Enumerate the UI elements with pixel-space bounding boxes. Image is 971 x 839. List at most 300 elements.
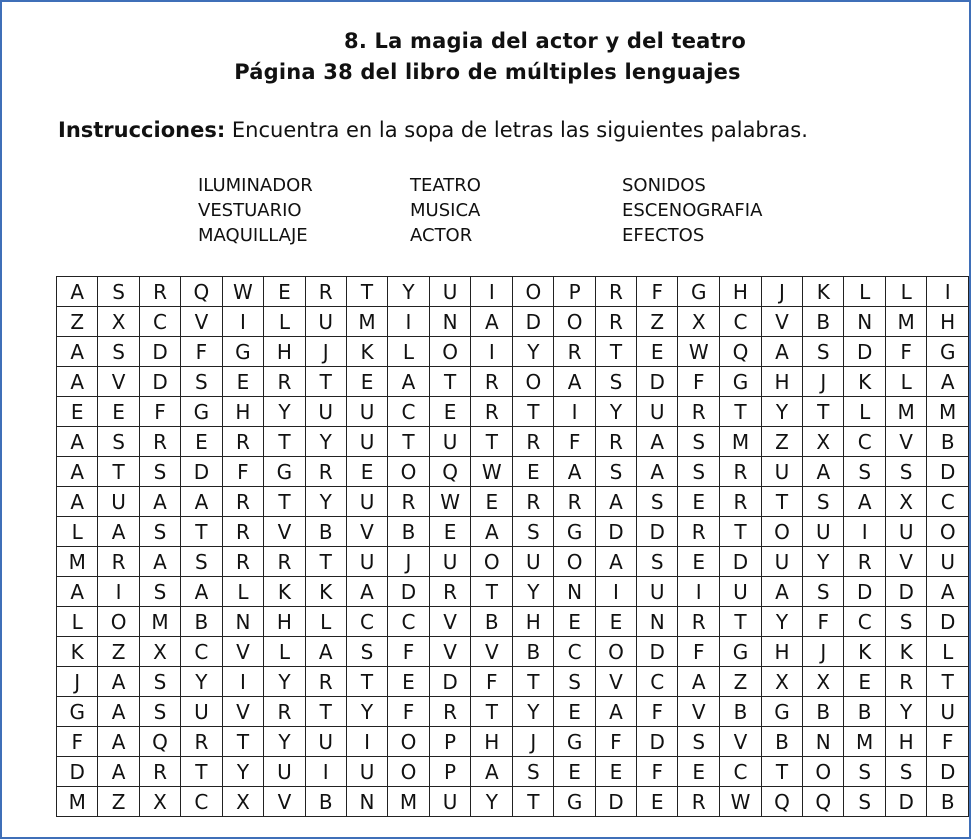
grid-cell[interactable]: T [264,487,305,517]
grid-cell[interactable]: A [471,307,513,337]
grid-cell[interactable]: E [595,607,636,637]
grid-cell[interactable]: H [222,397,264,427]
grid-cell[interactable]: E [471,487,513,517]
grid-cell[interactable]: I [222,667,264,697]
grid-cell[interactable]: M [927,397,969,427]
grid-cell[interactable]: D [844,337,885,367]
grid-cell[interactable]: O [595,637,636,667]
grid-cell[interactable]: H [720,277,762,307]
grid-cell[interactable]: T [803,397,844,427]
grid-cell[interactable]: L [305,607,346,637]
grid-cell[interactable]: C [139,307,180,337]
grid-cell[interactable]: X [885,487,926,517]
grid-cell[interactable]: C [927,487,969,517]
grid-cell[interactable]: R [139,277,180,307]
grid-cell[interactable]: M [720,427,762,457]
grid-cell[interactable]: B [720,697,762,727]
grid-cell[interactable]: E [429,517,471,547]
grid-cell[interactable]: S [98,427,139,457]
grid-cell[interactable]: U [513,547,554,577]
grid-cell[interactable]: V [346,517,387,547]
grid-cell[interactable]: E [637,787,678,817]
grid-cell[interactable]: Z [637,307,678,337]
grid-cell[interactable]: O [554,547,595,577]
grid-cell[interactable]: E [346,457,387,487]
grid-cell[interactable]: G [181,397,222,427]
grid-cell[interactable]: L [844,277,885,307]
grid-cell[interactable]: W [720,787,762,817]
grid-cell[interactable]: A [305,637,346,667]
grid-cell[interactable]: H [761,367,802,397]
grid-cell[interactable]: J [57,667,98,697]
grid-cell[interactable]: W [429,487,471,517]
grid-cell[interactable]: B [181,607,222,637]
grid-cell[interactable]: U [305,397,346,427]
grid-cell[interactable]: O [429,337,471,367]
grid-cell[interactable]: T [513,787,554,817]
grid-cell[interactable]: R [513,487,554,517]
grid-cell[interactable]: U [429,427,471,457]
grid-cell[interactable]: V [595,667,636,697]
grid-cell[interactable]: Y [388,277,429,307]
grid-cell[interactable]: T [927,667,969,697]
grid-cell[interactable]: U [346,487,387,517]
grid-cell[interactable]: Y [264,727,305,757]
grid-cell[interactable]: U [181,697,222,727]
grid-cell[interactable]: F [678,637,720,667]
grid-cell[interactable]: S [139,667,180,697]
grid-cell[interactable]: B [471,607,513,637]
grid-cell[interactable]: G [222,337,264,367]
grid-cell[interactable]: S [181,367,222,397]
grid-cell[interactable]: R [264,367,305,397]
grid-cell[interactable]: J [761,277,802,307]
grid-cell[interactable]: S [637,547,678,577]
grid-cell[interactable]: R [222,487,264,517]
grid-cell[interactable]: N [844,307,885,337]
grid-cell[interactable]: M [885,307,926,337]
grid-cell[interactable]: X [98,307,139,337]
grid-cell[interactable]: I [346,727,387,757]
grid-cell[interactable]: R [305,667,346,697]
grid-cell[interactable]: F [637,757,678,787]
grid-cell[interactable]: F [885,337,926,367]
grid-cell[interactable]: R [388,487,429,517]
grid-cell[interactable]: U [346,397,387,427]
grid-cell[interactable]: K [885,637,926,667]
grid-cell[interactable]: O [388,457,429,487]
grid-cell[interactable]: G [678,277,720,307]
grid-cell[interactable]: N [554,577,595,607]
grid-cell[interactable]: G [554,727,595,757]
grid-cell[interactable]: E [554,757,595,787]
grid-cell[interactable]: C [720,757,762,787]
grid-cell[interactable]: S [803,487,844,517]
grid-cell[interactable]: S [595,367,636,397]
grid-cell[interactable]: Q [803,787,844,817]
grid-cell[interactable]: X [803,427,844,457]
grid-cell[interactable]: K [264,577,305,607]
grid-cell[interactable]: R [595,307,636,337]
grid-cell[interactable]: R [554,337,595,367]
grid-cell[interactable]: M [885,397,926,427]
grid-cell[interactable]: Z [720,667,762,697]
grid-cell[interactable]: R [429,577,471,607]
grid-cell[interactable]: T [471,577,513,607]
grid-cell[interactable]: H [471,727,513,757]
grid-cell[interactable]: T [305,697,346,727]
grid-cell[interactable]: E [554,607,595,637]
grid-cell[interactable]: S [803,577,844,607]
grid-cell[interactable]: E [554,697,595,727]
grid-cell[interactable]: R [305,277,346,307]
grid-cell[interactable]: R [139,427,180,457]
grid-cell[interactable]: R [305,457,346,487]
grid-cell[interactable]: N [222,607,264,637]
grid-cell[interactable]: N [803,727,844,757]
grid-cell[interactable]: A [181,577,222,607]
grid-cell[interactable]: C [844,427,885,457]
grid-cell[interactable]: G [264,457,305,487]
grid-cell[interactable]: S [181,547,222,577]
grid-cell[interactable]: A [57,337,98,367]
grid-cell[interactable]: A [595,697,636,727]
grid-cell[interactable]: K [844,637,885,667]
grid-cell[interactable]: A [98,517,139,547]
grid-cell[interactable]: Y [885,697,926,727]
grid-cell[interactable]: L [927,637,969,667]
grid-cell[interactable]: U [429,547,471,577]
grid-cell[interactable]: Y [803,547,844,577]
grid-cell[interactable]: R [678,787,720,817]
grid-cell[interactable]: R [678,607,720,637]
grid-cell[interactable]: E [595,757,636,787]
grid-cell[interactable]: F [554,427,595,457]
grid-cell[interactable]: V [264,517,305,547]
grid-cell[interactable]: A [803,457,844,487]
grid-cell[interactable]: D [637,517,678,547]
grid-cell[interactable]: M [844,727,885,757]
grid-cell[interactable]: T [720,397,762,427]
grid-cell[interactable]: B [761,727,802,757]
grid-cell[interactable]: U [761,457,802,487]
grid-cell[interactable]: T [181,517,222,547]
grid-cell[interactable]: A [471,517,513,547]
grid-cell[interactable]: U [761,547,802,577]
grid-cell[interactable]: S [513,517,554,547]
grid-cell[interactable]: I [678,577,720,607]
grid-cell[interactable]: M [57,787,98,817]
grid-cell[interactable]: T [305,547,346,577]
grid-cell[interactable]: C [554,637,595,667]
grid-cell[interactable]: S [139,697,180,727]
grid-cell[interactable]: R [264,547,305,577]
grid-cell[interactable]: J [305,337,346,367]
grid-cell[interactable]: H [264,337,305,367]
grid-cell[interactable]: G [720,367,762,397]
grid-cell[interactable]: R [429,697,471,727]
grid-cell[interactable]: F [57,727,98,757]
grid-cell[interactable]: T [305,367,346,397]
grid-cell[interactable]: P [429,727,471,757]
grid-cell[interactable]: V [264,787,305,817]
grid-cell[interactable]: T [761,757,802,787]
grid-cell[interactable]: Y [761,397,802,427]
grid-cell[interactable]: R [595,277,636,307]
grid-cell[interactable]: Y [305,487,346,517]
grid-cell[interactable]: Y [513,337,554,367]
grid-cell[interactable]: I [222,307,264,337]
grid-cell[interactable]: R [678,397,720,427]
grid-cell[interactable]: W [471,457,513,487]
grid-cell[interactable]: S [139,517,180,547]
grid-cell[interactable]: E [346,367,387,397]
grid-cell[interactable]: J [513,727,554,757]
grid-cell[interactable]: U [346,427,387,457]
grid-cell[interactable]: F [222,457,264,487]
grid-cell[interactable]: O [388,727,429,757]
grid-cell[interactable]: Q [761,787,802,817]
grid-cell[interactable]: I [98,577,139,607]
grid-cell[interactable]: Y [222,757,264,787]
grid-cell[interactable]: F [471,667,513,697]
grid-cell[interactable]: T [513,667,554,697]
grid-cell[interactable]: V [222,637,264,667]
grid-cell[interactable]: Y [346,697,387,727]
grid-cell[interactable]: A [57,457,98,487]
grid-cell[interactable]: Q [139,727,180,757]
grid-cell[interactable]: U [637,397,678,427]
grid-cell[interactable]: C [346,607,387,637]
grid-cell[interactable]: Y [305,427,346,457]
grid-cell[interactable]: G [720,637,762,667]
grid-cell[interactable]: I [595,577,636,607]
grid-cell[interactable]: D [720,547,762,577]
grid-cell[interactable]: Z [761,427,802,457]
grid-cell[interactable]: A [637,427,678,457]
grid-cell[interactable]: Y [513,697,554,727]
grid-cell[interactable]: U [885,517,926,547]
grid-cell[interactable]: D [513,307,554,337]
grid-cell[interactable]: E [678,487,720,517]
grid-cell[interactable]: U [720,577,762,607]
grid-cell[interactable]: Z [57,307,98,337]
grid-cell[interactable]: A [57,577,98,607]
grid-cell[interactable]: S [98,277,139,307]
grid-cell[interactable]: I [927,277,969,307]
grid-cell[interactable]: P [554,277,595,307]
grid-cell[interactable]: D [139,337,180,367]
grid-cell[interactable]: C [181,637,222,667]
grid-cell[interactable]: X [139,637,180,667]
grid-cell[interactable]: O [471,547,513,577]
grid-cell[interactable]: S [844,787,885,817]
grid-cell[interactable]: C [388,607,429,637]
grid-cell[interactable]: D [885,577,926,607]
grid-cell[interactable]: X [678,307,720,337]
grid-cell[interactable]: F [803,607,844,637]
grid-cell[interactable]: T [222,727,264,757]
grid-cell[interactable]: V [222,697,264,727]
grid-cell[interactable]: B [388,517,429,547]
grid-cell[interactable]: A [98,727,139,757]
grid-cell[interactable]: I [388,307,429,337]
grid-cell[interactable]: B [927,427,969,457]
grid-cell[interactable]: D [595,787,636,817]
grid-cell[interactable]: D [927,457,969,487]
grid-cell[interactable]: D [388,577,429,607]
grid-cell[interactable]: T [264,427,305,457]
grid-cell[interactable]: A [57,427,98,457]
grid-cell[interactable]: Y [264,397,305,427]
grid-cell[interactable]: P [429,757,471,787]
grid-cell[interactable]: T [761,487,802,517]
grid-cell[interactable]: S [803,337,844,367]
grid-cell[interactable]: Y [761,607,802,637]
grid-cell[interactable]: U [346,757,387,787]
grid-cell[interactable]: L [844,397,885,427]
grid-cell[interactable]: U [429,277,471,307]
grid-cell[interactable]: I [471,277,513,307]
grid-cell[interactable]: R [139,757,180,787]
grid-cell[interactable]: S [346,637,387,667]
grid-cell[interactable]: D [595,517,636,547]
grid-cell[interactable]: S [139,457,180,487]
grid-cell[interactable]: U [305,727,346,757]
grid-cell[interactable]: C [637,667,678,697]
grid-cell[interactable]: A [761,577,802,607]
grid-cell[interactable]: S [554,667,595,697]
grid-cell[interactable]: T [513,397,554,427]
grid-cell[interactable]: V [761,307,802,337]
grid-cell[interactable]: S [98,337,139,367]
grid-cell[interactable]: M [139,607,180,637]
grid-cell[interactable]: L [885,277,926,307]
grid-cell[interactable]: J [803,637,844,667]
grid-cell[interactable]: E [98,397,139,427]
grid-cell[interactable]: D [927,607,969,637]
grid-cell[interactable]: S [885,457,926,487]
grid-cell[interactable]: R [264,697,305,727]
grid-cell[interactable]: X [222,787,264,817]
grid-cell[interactable]: T [720,607,762,637]
grid-cell[interactable]: R [222,547,264,577]
grid-cell[interactable]: S [678,427,720,457]
grid-cell[interactable]: T [471,697,513,727]
grid-cell[interactable]: K [803,277,844,307]
grid-cell[interactable]: L [388,337,429,367]
grid-cell[interactable]: S [139,577,180,607]
grid-cell[interactable]: V [720,727,762,757]
grid-cell[interactable]: A [139,487,180,517]
grid-cell[interactable]: E [637,337,678,367]
grid-cell[interactable]: B [844,697,885,727]
grid-cell[interactable]: K [57,637,98,667]
grid-cell[interactable]: D [637,727,678,757]
grid-cell[interactable]: U [637,577,678,607]
grid-cell[interactable]: Y [513,577,554,607]
grid-cell[interactable]: V [471,637,513,667]
grid-cell[interactable]: A [57,487,98,517]
grid-cell[interactable]: D [429,667,471,697]
grid-cell[interactable]: A [927,577,969,607]
grid-cell[interactable]: A [595,547,636,577]
grid-cell[interactable]: R [513,427,554,457]
grid-cell[interactable]: F [595,727,636,757]
grid-cell[interactable]: D [637,367,678,397]
grid-cell[interactable]: E [57,397,98,427]
grid-cell[interactable]: T [346,667,387,697]
grid-cell[interactable]: A [844,487,885,517]
grid-cell[interactable]: F [139,397,180,427]
grid-cell[interactable]: U [98,487,139,517]
grid-cell[interactable]: B [305,517,346,547]
grid-cell[interactable]: J [803,367,844,397]
grid-cell[interactable]: F [678,367,720,397]
grid-cell[interactable]: U [927,697,969,727]
grid-cell[interactable]: S [885,607,926,637]
grid-cell[interactable]: R [595,427,636,457]
grid-cell[interactable]: G [554,517,595,547]
grid-cell[interactable]: H [264,607,305,637]
grid-cell[interactable]: S [595,457,636,487]
grid-cell[interactable]: N [346,787,387,817]
grid-cell[interactable]: E [513,457,554,487]
grid-cell[interactable]: U [305,307,346,337]
grid-cell[interactable]: T [346,277,387,307]
grid-cell[interactable]: M [57,547,98,577]
grid-cell[interactable]: Y [595,397,636,427]
grid-cell[interactable]: J [388,547,429,577]
grid-cell[interactable]: D [637,637,678,667]
grid-cell[interactable]: F [927,727,969,757]
grid-cell[interactable]: A [927,367,969,397]
grid-cell[interactable]: T [720,517,762,547]
grid-cell[interactable]: A [637,457,678,487]
grid-cell[interactable]: B [513,637,554,667]
grid-cell[interactable]: A [554,457,595,487]
grid-cell[interactable]: R [885,667,926,697]
grid-cell[interactable]: X [139,787,180,817]
grid-cell[interactable]: G [57,697,98,727]
grid-cell[interactable]: C [388,397,429,427]
grid-cell[interactable]: Z [98,787,139,817]
grid-cell[interactable]: U [429,787,471,817]
grid-cell[interactable]: I [554,397,595,427]
grid-cell[interactable]: F [388,637,429,667]
grid-cell[interactable]: E [222,367,264,397]
grid-cell[interactable]: O [803,757,844,787]
grid-cell[interactable]: S [844,457,885,487]
grid-cell[interactable]: F [181,337,222,367]
grid-cell[interactable]: Y [471,787,513,817]
grid-cell[interactable]: E [388,667,429,697]
grid-cell[interactable]: X [761,667,802,697]
grid-cell[interactable]: E [181,427,222,457]
grid-cell[interactable]: L [57,517,98,547]
grid-cell[interactable]: K [305,577,346,607]
grid-cell[interactable]: V [429,607,471,637]
grid-cell[interactable]: O [513,367,554,397]
grid-cell[interactable]: X [803,667,844,697]
grid-cell[interactable]: R [222,517,264,547]
grid-cell[interactable]: Q [181,277,222,307]
grid-cell[interactable]: M [346,307,387,337]
grid-cell[interactable]: R [678,517,720,547]
grid-cell[interactable]: A [181,487,222,517]
grid-cell[interactable]: N [637,607,678,637]
grid-cell[interactable]: T [429,367,471,397]
